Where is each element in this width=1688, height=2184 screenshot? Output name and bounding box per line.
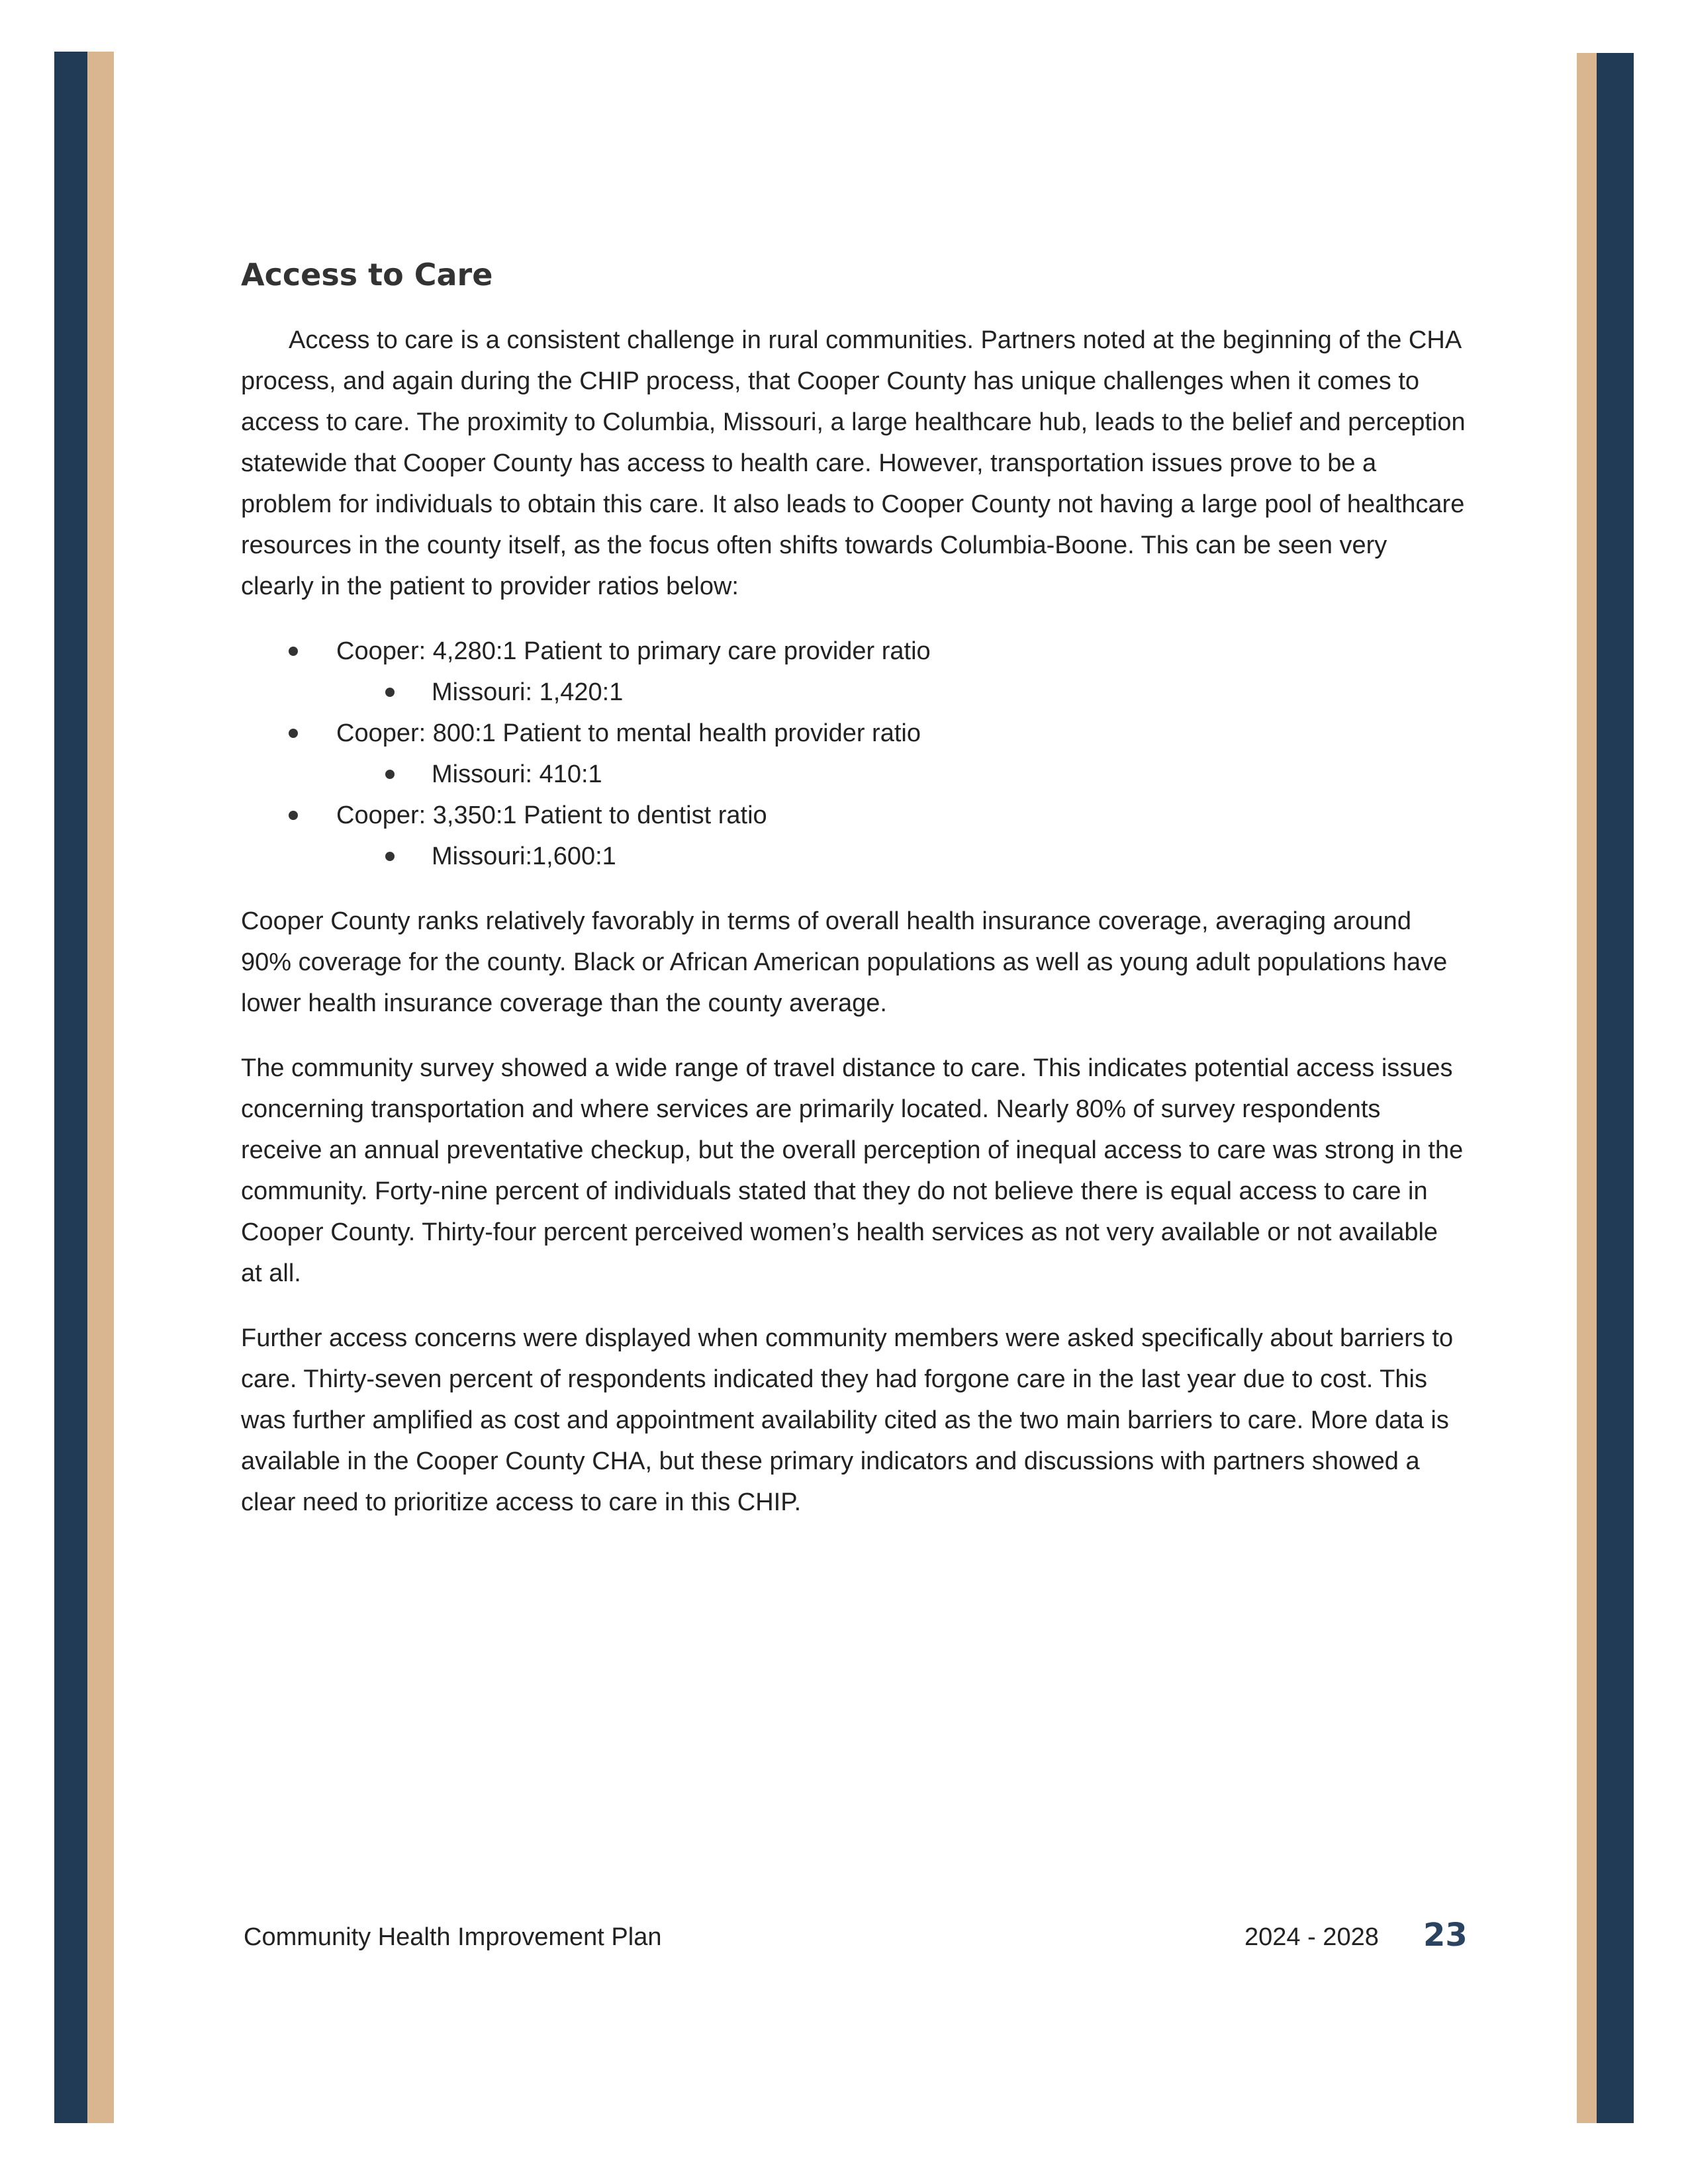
bullet-icon xyxy=(289,647,298,656)
page-number: 23 xyxy=(1423,1917,1468,1954)
cooper-dentist-ratio: Cooper: 3,350:1 Patient to dentist ratio xyxy=(336,801,767,830)
page-content xyxy=(241,257,1466,1547)
list-item xyxy=(241,754,1466,795)
section-heading: Access to Care xyxy=(241,257,493,293)
insurance-paragraph: Cooper County ranks relatively favorably in terms of overall health insurance coverage, averaging around 90% coverage for the county. Black or African American populations as well as young adult populations have lower health insurance coverage than the county average. xyxy=(241,907,1448,1018)
missouri-mental-health-ratio: Missouri: 410:1 xyxy=(432,760,602,789)
missouri-primary-care-ratio: Missouri: 1,420:1 xyxy=(432,678,624,707)
bullet-icon xyxy=(385,770,395,779)
cooper-mental-health-ratio: Cooper: 800:1 Patient to mental health provider ratio xyxy=(336,719,921,748)
footer-document-title: Community Health Improvement Plan xyxy=(244,1923,662,1951)
right-tan-stripe xyxy=(1577,53,1597,2123)
left-navy-stripe xyxy=(54,52,87,2123)
list-item xyxy=(241,836,1466,877)
list-item xyxy=(241,672,1466,713)
survey-paragraph: The community survey showed a wide range of travel distance to care. This indicates potential access issues concerning transportation and where services are primarily located. Nearly 80% of survey respondents receive an annual preventative checkup, but the overall perception of inequal access to care was strong in the community. Forty-nine percent of individuals stated that they do not believe there is equal access to care in Cooper County. Thirty-four percent perceived women’s health services as not very available or not available at all. xyxy=(241,1054,1464,1288)
list-item xyxy=(241,795,1466,836)
list-item xyxy=(241,713,1466,754)
bullet-icon xyxy=(289,729,298,738)
list-item xyxy=(241,631,1466,672)
cooper-primary-care-ratio: Cooper: 4,280:1 Patient to primary care provider ratio xyxy=(336,637,931,666)
bullet-icon xyxy=(385,852,395,861)
right-navy-stripe xyxy=(1597,53,1634,2123)
bullet-icon xyxy=(385,688,395,697)
barriers-paragraph: Further access concerns were displayed when community members were asked specifically about barriers to care. Thirty-seven percent of respondents indicated they had forgone care in the last year due to cost. This was further amplified as cost and appointment availability cited as the two main barriers to care. More data is available in the Cooper County CHA, but these primary indicators and discussions with partners showed a clear need to prioritize access to care in this CHIP. xyxy=(241,1324,1454,1517)
left-tan-stripe xyxy=(87,52,114,2123)
ratio-list xyxy=(241,631,1466,877)
intro-paragraph: Access to care is a consistent challenge in rural communities. Partners noted at the beginning of the CHA process, and again during the CHIP process, that Cooper County has unique challenges when it comes to access to care. The proximity to Columbia, Missouri, a large healthcare hub, leads to the belief and perception statewide that Cooper County has access to health care. However, transportation issues prove to be a problem for individuals to obtain this care. It also leads to Cooper County not having a large pool of healthcare resources in the county itself, as the focus often shifts towards Columbia-Boone. This can be seen very clearly in the patient to provider ratios below: xyxy=(241,326,1466,601)
bullet-icon xyxy=(289,811,298,820)
missouri-dentist-ratio: Missouri:1,600:1 xyxy=(432,842,616,871)
footer-years: 2024 - 2028 xyxy=(1244,1923,1379,1951)
